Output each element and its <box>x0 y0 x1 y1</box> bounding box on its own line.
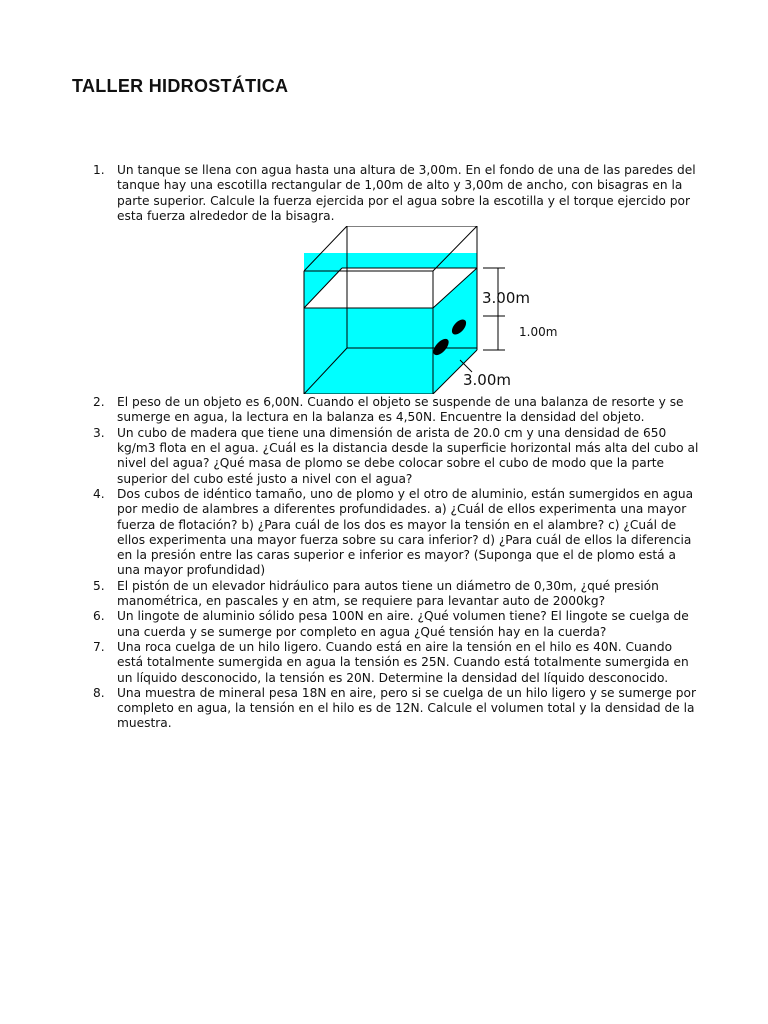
problem-text: Un lingote de aluminio sólido pesa 100N en aire. ¿Qué volumen tiene? El lingote se cuelga de una cuerda y se sumerge por completo en agua ¿Qué tensión hay en la cuerda? <box>117 609 689 639</box>
problem-number: 6. <box>93 609 105 624</box>
tank-diagram <box>257 226 627 394</box>
problem-item <box>72 640 702 686</box>
height-dimension-label: 3.00m <box>482 289 531 308</box>
problem-item <box>72 487 702 579</box>
problem-text: Un tanque se llena con agua hasta una altura de 3,00m. En el fondo de una de las paredes del tanque hay una escotilla rectangular de 1,00m de alto y 3,00m de ancho, con bisagras en la parte superior. Calcule la fuerza ejercida por el agua sobre la escotilla y el torque ejercido por esta fuerza alrededor de la bisagra. <box>117 163 696 223</box>
problem-text: El peso de un objeto es 6,00N. Cuando el objeto se suspende de una balanza de resorte y se sumerge en agua, la lectura en la balanza es 4,50N. Encuentre la densidad del objeto. <box>117 395 684 425</box>
problem-item <box>72 426 702 487</box>
width-dimension-label: 3.00m <box>463 371 512 390</box>
problem-text: Una muestra de mineral pesa 18N en aire, pero si se cuelga de un hilo ligero y se sumerge por completo en agua, la tensión en el hilo es de 12N. Calcule el volumen total y la densidad de la muestra. <box>117 685 696 731</box>
problem-number: 8. <box>93 685 105 700</box>
page-title: TALLER HIDROSTÁTICA <box>72 76 289 96</box>
tank-water <box>304 253 477 394</box>
problem-text: El pistón de un elevador hidráulico para autos tiene un diámetro de 0,30m, ¿qué presión manométrica, en pascales y en atm, se requiere para levantar auto de 2000kg? <box>117 578 659 609</box>
problem-item <box>72 609 702 640</box>
problem-number: 1. <box>93 163 105 177</box>
problem-number: 3. <box>93 425 105 440</box>
problem-item <box>72 163 702 394</box>
problem-text: Dos cubos de idéntico tamaño, uno de plomo y el otro de aluminio, están sumergidos en agua por medio de alambres a diferentes profundidades. a) ¿Cuál de ellos experimenta una mayor fuerza de flotación? b) ¿Para cuál de los dos es mayor la tensión en el alambre? c) ¿Cuál de ellos experimenta una mayor fuerza sobre su cara inferior? d) ¿Para cuál de ellos la diferencia en la presión entre las caras superior e inferior es mayor? (Suponga que el de plomo está a una mayor profundidad) <box>117 486 694 578</box>
hatch-height-label: 1.00m <box>519 325 558 340</box>
water-front-face <box>304 308 433 394</box>
problem-text: Un cubo de madera que tiene una dimensión de arista de 20.0 cm y una densidad de 650 kg/m3 flota en el agua. ¿Cuál es la distancia desde la superficie horizontal más alta del cubo al nivel del agua? ¿Qué masa de plomo se debe colocar sobre el cubo de modo que la parte superior del cubo esté justo a nivel con el agua? <box>117 425 699 486</box>
problem-number: 5. <box>93 578 105 593</box>
problem-list <box>72 163 702 732</box>
problem-item <box>72 395 702 426</box>
problem-item <box>72 579 702 610</box>
problem-item <box>72 686 702 732</box>
problem-number: 7. <box>93 639 105 654</box>
problem-text: Una roca cuelga de un hilo ligero. Cuando está en aire la tensión en el hilo es 40N. Cuando está totalmente sumergida en agua la tensión es 25N. Cuando está totalmente sumergida en un líquido desconocido, la tensión es 20N. Determine la densidad del líquido desconocido. <box>117 639 689 685</box>
problem-number: 2. <box>93 395 105 410</box>
problem-number: 4. <box>93 486 105 501</box>
